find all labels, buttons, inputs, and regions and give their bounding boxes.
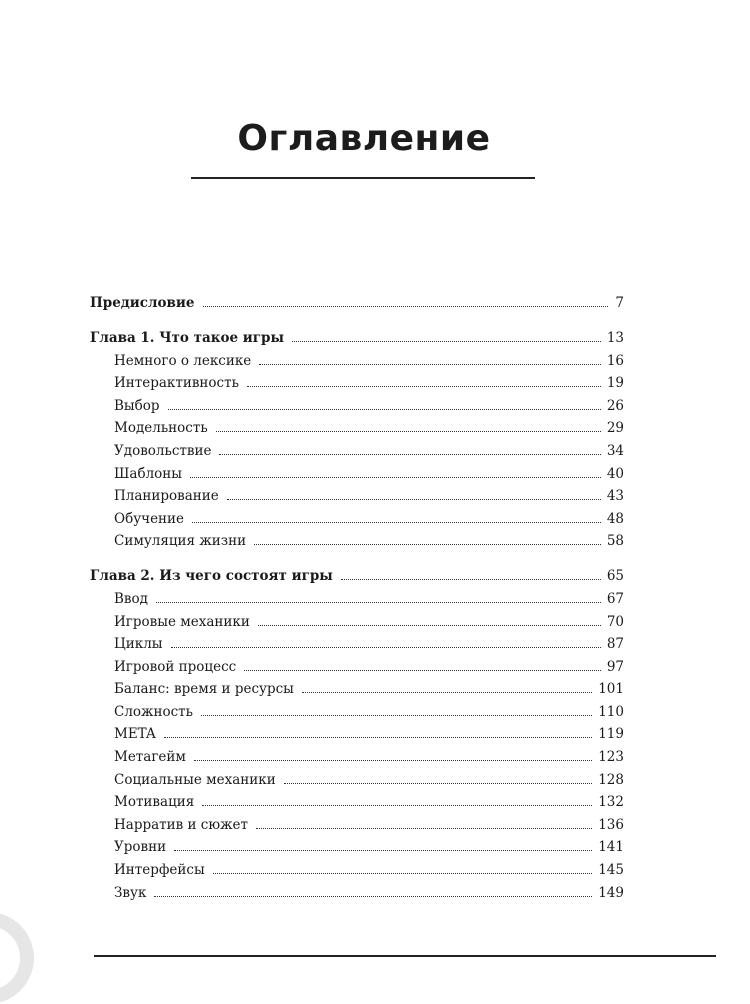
toc-entry-label: Игровые механики [114,613,250,630]
toc-entry[interactable] [90,656,624,679]
toc-page-number: 97 [606,658,624,675]
toc-page-number: 145 [598,862,624,879]
leader-dots [190,476,601,478]
toc-entry[interactable] [90,633,624,656]
toc-entry-label: Нарратив и сюжет [114,816,248,833]
toc-entry-label: Уровни [114,839,167,856]
toc-page-number: 19 [606,375,624,392]
leader-dots [284,782,593,784]
leader-dots [259,363,601,365]
toc-page-number: 119 [598,726,624,743]
toc-entry[interactable] [90,769,624,792]
toc-entry-label: Игровой процесс [114,658,237,675]
leader-dots [247,385,601,387]
toc-entry[interactable] [90,372,624,395]
toc-entry[interactable] [90,463,624,486]
toc-page-number: 149 [598,884,624,901]
toc-entry[interactable] [90,882,624,905]
toc-page-number: 123 [598,749,624,766]
toc-entry-label: Интерактивность [114,375,239,392]
toc-entry[interactable] [90,814,624,837]
toc-entry-label: Глава 2. Из чего состоят игры [90,568,333,585]
toc-page-number: 65 [606,568,624,585]
toc-entry-label: Выбор [114,397,160,414]
leader-dots [302,691,592,693]
toc-entry[interactable] [90,508,624,531]
toc-entry-label: Метагейм [114,749,186,766]
title-divider [191,177,535,179]
toc-page-number: 40 [606,465,624,482]
toc-page-number: 26 [606,397,624,414]
leader-dots [341,578,601,580]
toc-page-number: 29 [606,420,624,437]
toc-entry[interactable] [90,859,624,882]
leader-dots [216,430,601,432]
toc-entry-label: Звук [114,884,147,901]
toc-page-number: 87 [606,636,624,653]
toc-entry-label: Немного о лексике [114,352,252,369]
toc-page-number: 136 [598,816,624,833]
footer-divider [94,955,716,957]
leader-dots [256,827,592,829]
toc-page-number: 48 [606,510,624,527]
toc-entry-label: Планирование [114,488,219,505]
toc-entry-label: Ввод [114,590,148,607]
toc-page-number: 7 [615,295,624,311]
leader-dots [171,646,601,648]
toc-page-number: 101 [598,681,624,698]
leader-dots [202,804,592,806]
leader-dots [203,305,608,307]
leader-dots [164,736,593,738]
toc-page-number: 16 [606,352,624,369]
toc-entry[interactable] [90,791,624,814]
toc-entry-label: META [114,726,156,743]
toc-entry[interactable] [90,485,624,508]
toc-entry[interactable] [90,746,624,769]
toc-entry-label: Сложность [114,703,193,720]
leader-dots [244,669,601,671]
leader-dots [168,408,601,410]
toc-entry[interactable] [90,350,624,373]
toc-page-number: 128 [598,771,624,788]
toc-entry[interactable] [90,611,624,634]
toc-entry[interactable] [90,701,624,724]
toc-entry[interactable] [90,723,624,746]
corner-arc-decoration [0,912,34,1004]
leader-dots [194,759,592,761]
leader-dots [213,872,592,874]
leader-dots [201,714,592,716]
toc-page-number: 34 [606,442,624,459]
toc-entry[interactable] [90,588,624,611]
toc-entry[interactable] [90,440,624,463]
table-of-contents [90,292,624,904]
toc-entry[interactable] [90,678,624,701]
leader-dots [227,498,601,500]
toc-page-number: 132 [598,794,624,811]
leader-dots [192,521,601,523]
toc-entry[interactable] [90,836,624,859]
toc-entry-label: Симуляция жизни [114,533,247,550]
leader-dots [254,543,601,545]
toc-page-number: 141 [598,839,624,856]
toc-entry-label: Баланс: время и ресурсы [114,681,294,698]
toc-entry-label: Мотивация [114,794,195,811]
leader-dots [219,453,600,455]
toc-entry-chapter-2[interactable] [90,565,624,588]
toc-entry-label: Интерфейсы [114,862,205,879]
toc-entry-label: Глава 1. Что такое игры [90,329,285,346]
toc-entry-chapter-1[interactable] [90,327,624,350]
toc-entry-preface[interactable] [90,292,624,315]
toc-page-number: 58 [606,533,624,550]
toc-entry-label: Предисловие [90,295,195,311]
toc-entry[interactable] [90,530,624,553]
toc-page-number: 13 [606,329,624,346]
leader-dots [156,601,601,603]
page-title: Оглавление [237,118,491,159]
toc-entry-label: Модельность [114,420,208,437]
leader-dots [174,849,592,851]
toc-entry-label: Социальные механики [114,771,276,788]
toc-entry-label: Циклы [114,636,163,653]
toc-entry-label: Удовольствие [114,442,212,459]
leader-dots [292,340,601,342]
toc-page-number: 70 [606,613,624,630]
toc-entry[interactable] [90,417,624,440]
leader-dots [258,624,601,626]
leader-dots [154,895,592,897]
toc-page-number: 110 [598,703,624,720]
toc-page-number: 67 [606,590,624,607]
toc-entry-label: Шаблоны [114,465,183,482]
toc-page-number: 43 [606,488,624,505]
toc-entry-label: Обучение [114,510,185,527]
toc-entry[interactable] [90,395,624,418]
